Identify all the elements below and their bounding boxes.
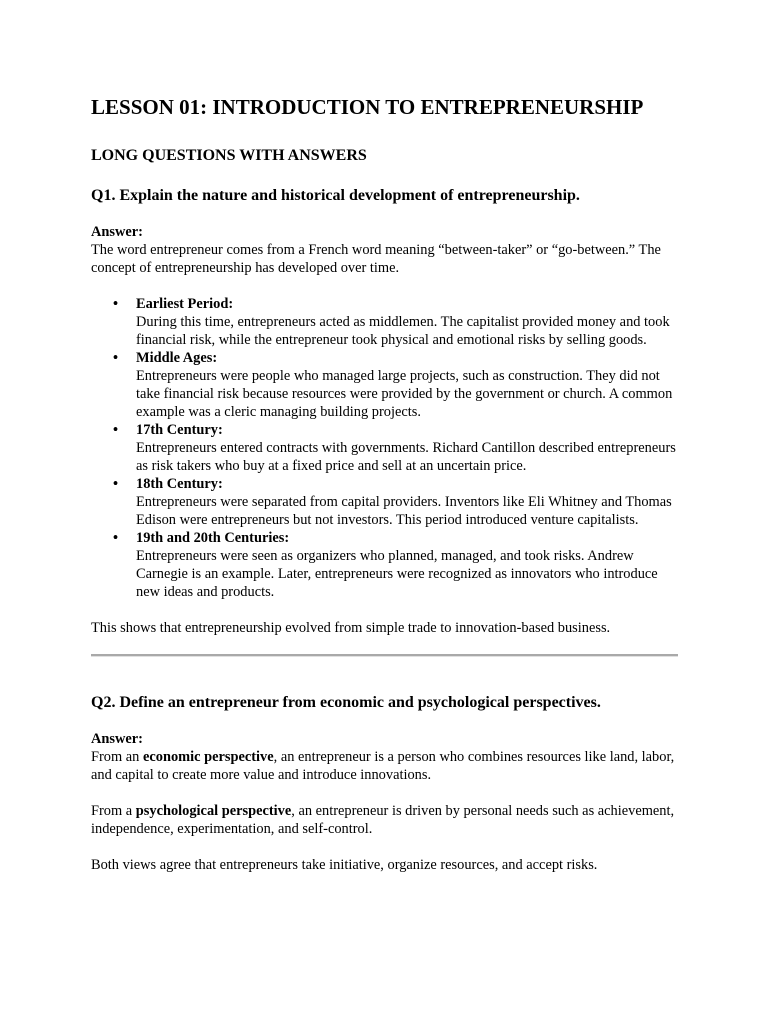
period-heading: 18th Century: bbox=[136, 476, 223, 492]
list-item-middle-ages bbox=[91, 349, 679, 421]
psychological-paragraph bbox=[91, 802, 679, 838]
answer-label: Answer: bbox=[91, 224, 143, 240]
section-divider bbox=[91, 654, 678, 657]
list-item-18th-century bbox=[91, 475, 679, 529]
answer-intro: The word entrepreneur comes from a French word meaning “between-taker” or “go-between.” The concept of entrepreneurship has developed over time. bbox=[91, 242, 661, 276]
bullet-icon: • bbox=[113, 422, 119, 438]
bullet-icon: • bbox=[113, 530, 119, 546]
list-item-17th-century bbox=[91, 421, 679, 475]
lesson-title: LESSON 01: INTRODUCTION TO ENTREPRENEURSHIP bbox=[91, 95, 644, 119]
question-2-heading: Q2. Define an entrepreneur from economic and psychological perspectives. bbox=[91, 694, 601, 711]
question-1-answer bbox=[91, 223, 679, 277]
bullet-icon: • bbox=[113, 296, 119, 312]
psychological-perspective-term: psychological perspective bbox=[135, 803, 292, 819]
question-2-summary: Both views agree that entrepreneurs take initiative, organize resources, and accept risks. bbox=[91, 857, 598, 873]
period-heading: 17th Century: bbox=[136, 422, 223, 438]
psychological-definition: , an entrepreneur is driven by personal needs such as achievement, independence, experimentation, and self-control. bbox=[91, 803, 675, 837]
question-1-conclusion: This shows that entrepreneurship evolved from simple trade to innovation-based business. bbox=[91, 620, 611, 636]
economic-perspective-term: economic perspective bbox=[142, 749, 274, 765]
bullet-icon: • bbox=[113, 476, 119, 492]
period-heading: 19th and 20th Centuries: bbox=[136, 530, 290, 546]
economic-definition: , an entrepreneur is a person who combines resources like land, labor, and capital to create more value and introduce innovations. bbox=[91, 749, 675, 783]
historical-periods-list bbox=[91, 295, 679, 601]
period-text: Entrepreneurs were seen as organizers who planned, managed, and took risks. Andrew Carnegie is an example. Later, entrepreneurs were recognized as innovators who introduce new ideas and products. bbox=[136, 548, 658, 600]
bullet-icon: • bbox=[113, 350, 119, 366]
period-text: Entrepreneurs were people who managed large projects, such as construction. They did not take financial risk because resources were provided by the government or church. A common example was a cleric managing building projects. bbox=[136, 368, 673, 420]
document-page bbox=[91, 94, 679, 874]
period-text: Entrepreneurs entered contracts with governments. Richard Cantillon described entrepreneurs as risk takers who buy at a fixed price and sell at an uncertain price. bbox=[136, 440, 676, 474]
section-title: LONG QUESTIONS WITH ANSWERS bbox=[91, 147, 367, 164]
answer-label: Answer: bbox=[91, 731, 143, 747]
psychological-prefix: From a bbox=[91, 803, 136, 819]
period-text: Entrepreneurs were separated from capital providers. Inventors like Eli Whitney and Thomas Edison were entrepreneurs but not investors. This period introduced venture capitalists. bbox=[136, 494, 672, 528]
list-item-19th-20th-centuries bbox=[91, 529, 679, 601]
period-text: During this time, entrepreneurs acted as middlemen. The capitalist provided money and took financial risk, while the entrepreneur took physical and emotional risks by selling goods. bbox=[136, 314, 670, 348]
period-heading: Middle Ages: bbox=[136, 350, 218, 366]
question-1-heading: Q1. Explain the nature and historical development of entrepreneurship. bbox=[91, 187, 580, 204]
period-heading: Earliest Period: bbox=[136, 296, 234, 312]
list-item-earliest-period bbox=[91, 295, 679, 349]
economic-prefix: From an bbox=[91, 749, 143, 765]
question-2-answer bbox=[91, 730, 679, 784]
